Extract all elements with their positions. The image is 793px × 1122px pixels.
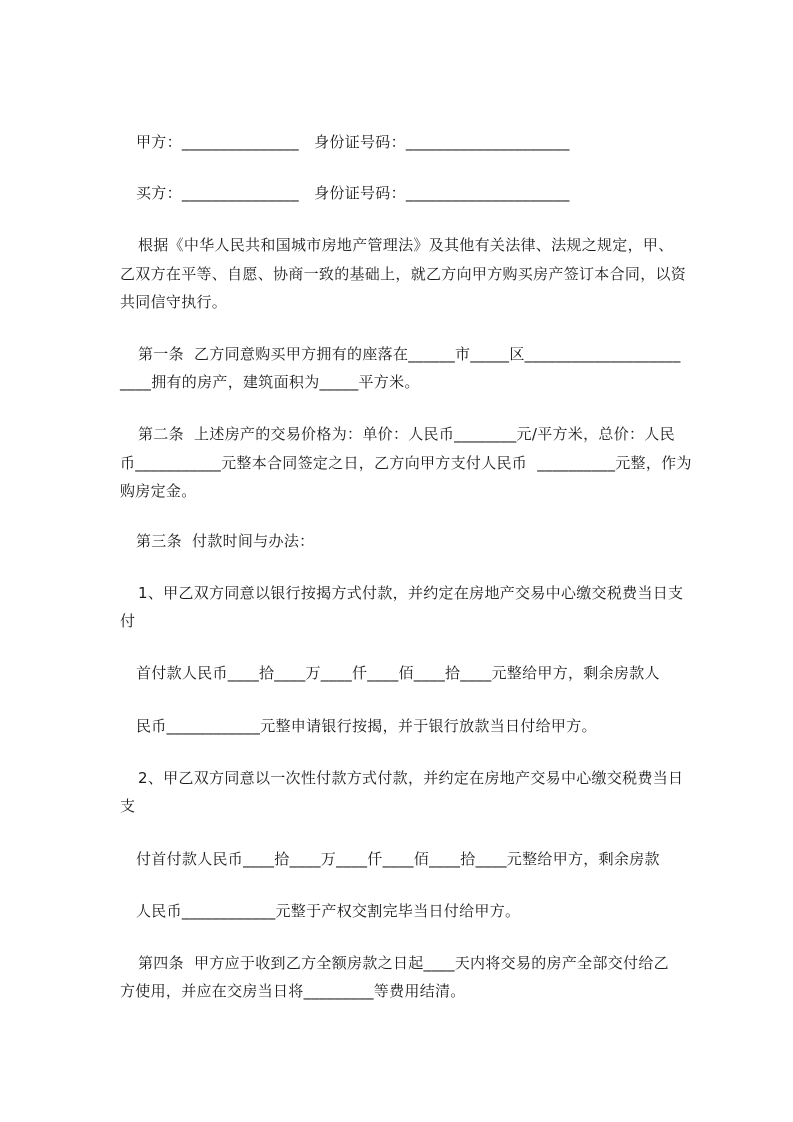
article3-item2-line-1: 2、甲乙双方同意以一次性付款方式付款，并约定在房地产交易中心缴交税费当日 [138,769,684,787]
preamble-line-2: 乙双方在平等、自愿、协商一致的基础上，就乙方向甲方购买房产签订本合同，以资 [120,265,687,283]
article3-item1-line-4: 民币____________元整申请银行按揭，并于银行放款当日付给甲方。 [136,717,597,735]
article3-title: 第三条 付款时间与办法： [136,532,315,550]
article1-line-2: ____拥有的房产，建筑面积为_____平方米。 [120,373,420,391]
article2-line-3: 购房定金。 [120,482,197,500]
article2-line-1: 第二条 上述房产的交易价格为：单价：人民币________元/平方米，总价：人民 [138,425,675,443]
article3-item2-line-3: 付首付款人民币____拾____万____仟____佰____拾____元整给甲方，剩余房款 [136,850,660,868]
article2-line-2: 币___________元整本合同签定之日，乙方向甲方支付人民币 __________元整，作为 [120,454,692,472]
preamble-line-1: 根据《中华人民共和国城市房地产管理法》及其他有关法律、法规之规定，甲、 [138,236,674,254]
article3-item1-line-3: 首付款人民币____拾____万____仟____佰____拾____元整给甲方，剩余房款人 [136,664,660,682]
article3-item2-line-4: 人民币____________元整于产权交割完毕当日付给甲方。 [136,902,521,920]
article1-line-1: 第一条 乙方同意购买甲方拥有的座落在______市_____区____________________ [138,345,681,363]
party-a-line: 甲方：_______________ 身份证号码：_____________________ [136,133,570,151]
article3-item1-line-1: 1、甲乙双方同意以银行按揭方式付款，并约定在房地产交易中心缴交税费当日支 [138,584,684,602]
buyer-line: 买方：_______________ 身份证号码：_____________________ [136,184,570,202]
article3-item1-line-2: 付 [120,612,136,630]
article3-item2-line-2: 支 [120,797,136,815]
preamble-line-3: 共同信守执行。 [120,293,228,311]
article4-line-1: 第四条 甲方应于收到乙方全额房款之日起____天内将交易的房产全部交付给乙 [138,954,669,972]
article4-line-2: 方使用，并应在交房当日将_________等费用结清。 [120,982,466,1000]
